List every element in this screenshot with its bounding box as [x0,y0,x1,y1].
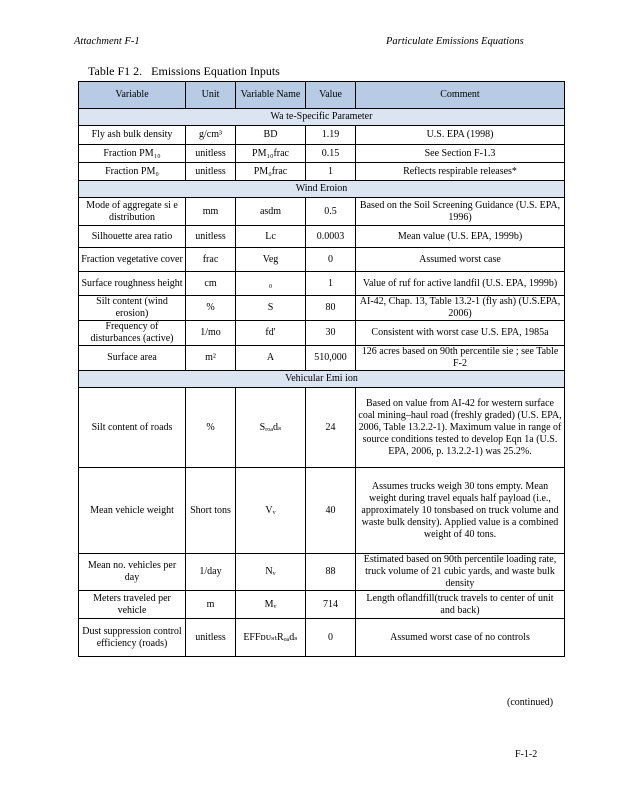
cell-unit: g/cm³ [186,126,236,145]
cell-variable-name: Vᵥ [236,468,306,554]
section-title: Vehicular Emi ion [79,371,565,388]
section-header-row [79,181,565,198]
cell-value: 0 [306,248,356,272]
cell-value: 88 [306,554,356,591]
cell-variable-name: PM₁₀frac [236,145,306,163]
cell-value: 40 [306,468,356,554]
cell-variable-name: PM₀frac [236,163,306,181]
cell-variable-name: fd' [236,321,306,346]
table-row [79,468,565,554]
cell-unit: unitless [186,163,236,181]
cell-variable: Surface area [79,346,186,371]
table-row [79,198,565,226]
cell-variable: Mean vehicle weight [79,468,186,554]
table-caption: Table F1 2. Emissions Equation Inputs [88,64,280,78]
cell-variable: Dust suppression control efficiency (roads) [79,619,186,657]
cell-variable: Silt content of roads [79,388,186,468]
cell-comment: Length oflandfill(truck travels to center of unit and back) [356,591,565,619]
cell-comment: Reflects respirable releases* [356,163,565,181]
cell-variable: Surface roughness height [79,272,186,296]
cell-comment: Based on value from AI-42 for western surface coal mining–haul road (freshly graded) (U.S. EPA, 2006, Table 13.2.2-1). Maximum value in range of source conditions tested to develop Eqn 1a (U.S. EPA, 2006, p. 13.2.2-1) was 25.2%. [356,388,565,468]
table-row [79,388,565,468]
table-row [79,248,565,272]
table-row [79,346,565,371]
cell-variable: Mode of aggregate si e distribution [79,198,186,226]
section-title: Wa te-Specific Parameter [79,109,565,126]
cell-variable: Fraction PM₁₀ [79,145,186,163]
cell-variable-name: EFFᴅᴜₛₜRₒₐdₛ [236,619,306,657]
table-row [79,591,565,619]
cell-value: 24 [306,388,356,468]
cell-value: 0.0003 [306,226,356,248]
cell-unit: m [186,591,236,619]
cell-value: 80 [306,296,356,321]
cell-variable: Fraction PM₀ [79,163,186,181]
column-header: Variable Name [236,82,306,109]
table-row [79,272,565,296]
table-row [79,321,565,346]
table-row [79,296,565,321]
cell-variable-name: BD [236,126,306,145]
header-right: Particulate Emissions Equations [386,36,524,47]
cell-variable-name: Lc [236,226,306,248]
continued-note: (continued) [507,697,554,708]
cell-unit: % [186,296,236,321]
cell-variable-name: Sᵣₒₐdₛ [236,388,306,468]
cell-value: 1 [306,163,356,181]
cell-comment: U.S. EPA (1998) [356,126,565,145]
table-header-row [79,82,565,109]
cell-comment: AI-42, Chap. 13, Table 13.2-1 (fly ash) (U.S.EPA, 2006) [356,296,565,321]
cell-unit: unitless [186,619,236,657]
column-header: Value [306,82,356,109]
cell-value: 0 [306,619,356,657]
cell-value: 714 [306,591,356,619]
section-header-row [79,109,565,126]
cell-comment: See Section F-1.3 [356,145,565,163]
cell-variable: Frequency of disturbances (active) [79,321,186,346]
cell-unit: 1/day [186,554,236,591]
cell-unit: Short tons [186,468,236,554]
cell-comment: Estimated based on 90th percentile loading rate, truck volume of 21 cubic yards, and waste bulk density [356,554,565,591]
cell-unit: unitless [186,145,236,163]
cell-value: 0.15 [306,145,356,163]
section-title: Wind Eroion [79,181,565,198]
cell-comment: Assumes trucks weigh 30 tons empty. Mean weight during travel equals half payload (i.e., approximately 10 tonsbased on truck volume and waste bulk density). Applied value is a combined weight of 40 tons. [356,468,565,554]
table-row [79,226,565,248]
cell-comment: Consistent with worst case U.S. EPA, 1985a [356,321,565,346]
cell-variable-name: ₀ [236,272,306,296]
cell-unit: cm [186,272,236,296]
cell-variable-name: S [236,296,306,321]
cell-variable-name: A [236,346,306,371]
cell-variable: Silhouette area ratio [79,226,186,248]
cell-unit: % [186,388,236,468]
cell-comment: Mean value (U.S. EPA, 1999b) [356,226,565,248]
table-row [79,554,565,591]
header-left: Attachment F-1 [74,36,140,47]
column-header: Variable [79,82,186,109]
cell-variable: Meters traveled per vehicle [79,591,186,619]
emissions-inputs-table [78,81,565,657]
table-body [79,109,565,657]
cell-unit: unitless [186,226,236,248]
cell-value: 510,000 [306,346,356,371]
cell-comment: Based on the Soil Screening Guidance (U.S. EPA, 1996) [356,198,565,226]
section-header-row [79,371,565,388]
cell-variable: Mean no. vehicles per day [79,554,186,591]
page-number: F-1-2 [515,749,538,760]
column-header: Unit [186,82,236,109]
table-row [79,145,565,163]
cell-value: 1 [306,272,356,296]
cell-value: 0.5 [306,198,356,226]
cell-unit: frac [186,248,236,272]
cell-variable: Fraction vegetative cover [79,248,186,272]
table-row [79,163,565,181]
cell-comment: Assumed worst case [356,248,565,272]
cell-variable: Silt content (wind erosion) [79,296,186,321]
cell-variable-name: Veg [236,248,306,272]
cell-variable: Fly ash bulk density [79,126,186,145]
cell-comment: Assumed worst case of no controls [356,619,565,657]
cell-unit: mm [186,198,236,226]
cell-comment: 126 acres based on 90th percentile sie ; see Table F-2 [356,346,565,371]
cell-variable-name: Mᵥ [236,591,306,619]
column-header: Comment [356,82,565,109]
cell-value: 30 [306,321,356,346]
cell-variable-name: Nᵥ [236,554,306,591]
cell-comment: Value of ruf for active landfil (U.S. EPA, 1999b) [356,272,565,296]
table-row [79,619,565,657]
table-row [79,126,565,145]
cell-value: 1.19 [306,126,356,145]
cell-unit: 1/mo [186,321,236,346]
cell-variable-name: asdm [236,198,306,226]
cell-unit: m² [186,346,236,371]
